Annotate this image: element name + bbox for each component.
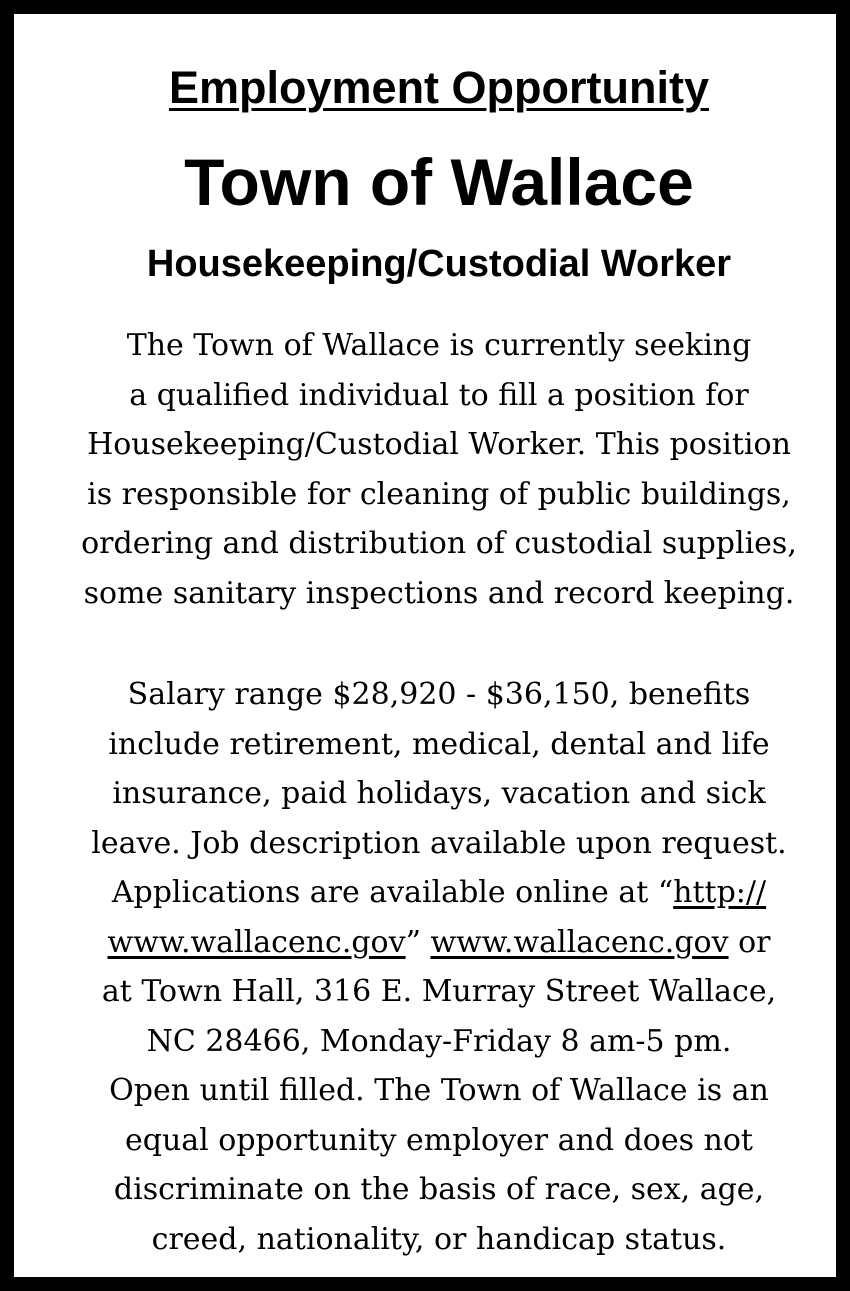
salary-and-application-paragraph [44,670,834,1264]
description-line: The Town of Wallace is currently seeking [126,328,752,363]
eoe-line: creed, nationality, or handicap status. [151,1221,727,1257]
address-line: at Town Hall, 316 E. Murray Street Wallace, [101,974,777,1009]
website-link[interactable]: www.wallacenc.gov [430,924,729,960]
eoe-line: discriminate on the basis of race, sex, age, [113,1172,765,1207]
description-line: a qualified individual to fill a position for [129,377,749,413]
description-line: Housekeeping/Custodial Worker. This position [87,427,791,462]
website-link-part[interactable]: http:// [673,875,767,910]
address-hours-line: NC 28466, Monday-Friday 8 am-5 pm. [146,1023,732,1059]
or-text: or [728,924,771,960]
employer-name: Town of Wallace [184,145,694,219]
applications-line [44,868,834,918]
eoe-line: Open until filled. The Town of Wallace is an [109,1073,769,1108]
quote-text: ” [405,924,431,960]
description-line: some sanitary inspections and record keeping. [83,575,795,611]
salary-line: Salary range $28,920 - $36,150, benefits [127,677,751,712]
applications-text: Applications are available online at “ [111,875,674,910]
description-line: is responsible for cleaning of public buildings, [87,476,791,512]
job-description-line: leave. Job description available upon request. [91,825,787,861]
ad-heading: Employment Opportunity [169,62,709,113]
benefits-line: include retirement, medical, dental and life [108,726,770,762]
benefits-line: insurance, paid holidays, vacation and sick [112,776,766,811]
website-line [44,918,834,968]
job-description-paragraph [44,321,834,618]
position-title: Housekeeping/Custodial Worker [146,243,732,285]
website-link-part[interactable]: www.wallacenc.gov [107,924,406,960]
description-line: ordering and distribution of custodial supplies, [81,526,797,561]
eoe-line: equal opportunity employer and does not [125,1122,753,1158]
